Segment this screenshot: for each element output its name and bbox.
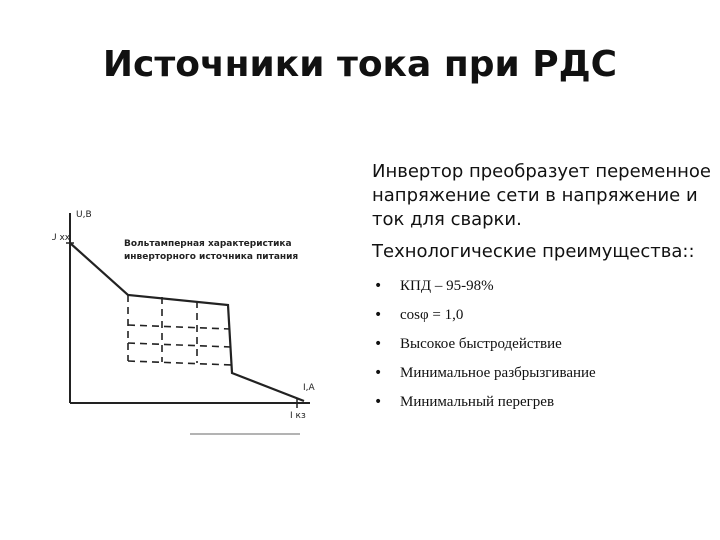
figure-title-line2: инверторного источника питания [124,252,299,262]
x-axis-label: I,А [303,383,315,393]
list-item-text: Высокое быстродействие [400,336,562,352]
y-axis-label: U,В [76,210,92,220]
figure-title-line1: Вольтамперная характеристика [124,239,292,249]
bullet-icon: • [374,307,383,323]
list-item [372,359,712,388]
description-paragraph: Инвертор преобразует переменное напряжение сети в напряжение и ток для сварки. [372,161,711,230]
list-item [372,272,712,301]
list-item-text: Минимальный перегрев [400,394,555,410]
bullet-icon: • [374,336,383,352]
bullet-icon: • [374,365,383,381]
list-item [372,330,712,359]
text-block [372,160,712,417]
characteristic-curve [70,243,304,401]
y-marker-label: U хх [52,233,71,243]
advantages-list [372,272,712,417]
slide-title: Источники тока при РДС [102,44,618,85]
bullet-icon: • [374,278,383,294]
advantages-heading: Технологические преимущества:: [372,241,695,262]
list-item [372,388,712,417]
volt-ampere-svg [52,205,322,445]
list-item-text: КПД – 95-98% [400,278,494,294]
list-item-text: Минимальное разбрызгивание [400,365,596,381]
list-item-text: cosφ = 1,0 [400,307,464,323]
list-item [372,301,712,330]
regulation-grid [128,295,232,365]
x-marker-label: I кз [290,411,306,421]
volt-ampere-diagram [52,205,322,445]
bullet-icon: • [374,394,383,410]
